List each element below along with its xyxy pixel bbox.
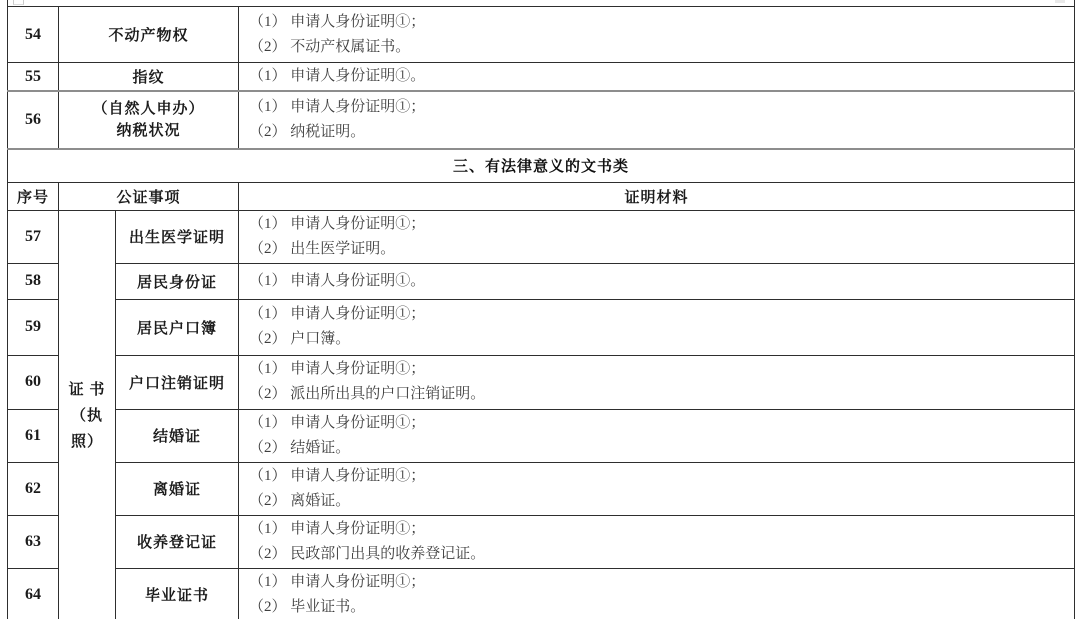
row-62-number: 62	[8, 462, 59, 515]
materials-line: （1） 申请人身份证明①；	[249, 13, 426, 30]
materials-line: （1） 申请人身份证明①；	[249, 467, 426, 484]
materials-line: （2） 民政部门出具的收养登记证。	[249, 545, 486, 562]
row-54-item: 不动产物权	[59, 7, 239, 63]
table-row-61	[8, 409, 1075, 462]
table-row-55	[8, 63, 1075, 92]
row-58-number: 58	[8, 263, 59, 299]
column-header-row	[8, 182, 1075, 210]
row-62-item: 离婚证	[116, 462, 239, 515]
materials-line: （1） 申请人身份证明①；	[249, 306, 426, 322]
row-60-materials	[239, 355, 1075, 409]
table-row-60	[8, 355, 1075, 409]
group-label-line: 证 书	[68, 381, 106, 398]
materials-line: （1） 申请人身份证明①。	[249, 272, 426, 289]
row-56-materials	[239, 91, 1075, 149]
row-64-number: 64	[8, 568, 59, 619]
row-60-number: 60	[8, 355, 59, 409]
header-no: 序号	[8, 182, 59, 210]
row-61-item: 结婚证	[116, 409, 239, 462]
materials-line: （1） 申请人身份证明①；	[249, 520, 426, 537]
row-61-materials	[239, 409, 1075, 462]
page-artifact-right	[1055, 0, 1065, 3]
table-row-54	[8, 7, 1075, 63]
row-55-materials	[239, 63, 1075, 92]
row-63-item: 收养登记证	[116, 515, 239, 568]
materials-line: （1） 申请人身份证明①。	[249, 68, 426, 84]
row-57-materials	[239, 210, 1075, 263]
row-55-item: 指纹	[59, 63, 239, 92]
row-60-item: 户口注销证明	[116, 355, 239, 409]
materials-line: （1） 申请人身份证明①；	[249, 99, 426, 115]
row-56-item	[59, 91, 239, 149]
page-artifact-left	[13, 0, 24, 5]
materials-line: （2） 户口簿。	[249, 331, 351, 347]
materials-line: （2） 纳税证明。	[249, 124, 366, 140]
row-54-number: 54	[8, 7, 59, 63]
group-cell-certificates	[59, 210, 116, 619]
table-row-64	[8, 568, 1075, 619]
section-header-row	[8, 149, 1075, 182]
materials-line: （2） 结婚证。	[249, 439, 351, 456]
materials-line: （2） 出生医学证明。	[249, 240, 396, 257]
row-55-number: 55	[8, 63, 59, 92]
section-title: 三、有法律意义的文书类	[8, 149, 1075, 182]
materials-line: （1） 申请人身份证明①；	[249, 361, 426, 377]
materials-line: （1） 申请人身份证明①；	[249, 573, 426, 590]
row-64-item: 毕业证书	[116, 568, 239, 619]
row-64-materials	[239, 568, 1075, 619]
row-57-number: 57	[8, 210, 59, 263]
group-label-line: 照）	[70, 433, 103, 450]
header-materials: 证明材料	[239, 182, 1075, 210]
materials-line: （2） 不动产权属证书。	[249, 38, 411, 55]
row-59-item: 居民户口簿	[116, 299, 239, 355]
materials-line: （2） 毕业证书。	[249, 598, 366, 615]
item-line: 纳税状况	[116, 123, 181, 139]
header-item: 公证事项	[59, 182, 239, 210]
row-56-number: 56	[8, 91, 59, 149]
materials-line: （1） 申请人身份证明①；	[249, 414, 426, 431]
row-57-item: 出生医学证明	[116, 210, 239, 263]
row-62-materials	[239, 462, 1075, 515]
materials-line: （2） 离婚证。	[249, 492, 351, 509]
materials-line: （1） 申请人身份证明①；	[249, 215, 426, 232]
table-row-59	[8, 299, 1075, 355]
materials-line: （2） 派出所出具的户口注销证明。	[249, 386, 486, 402]
group-label-line: （执	[70, 407, 103, 424]
row-61-number: 61	[8, 409, 59, 462]
table-row-58	[8, 263, 1075, 299]
table-row-56	[8, 91, 1075, 149]
row-59-materials	[239, 299, 1075, 355]
table-row-63	[8, 515, 1075, 568]
table-row-62	[8, 462, 1075, 515]
row-59-number: 59	[8, 299, 59, 355]
row-54-materials	[239, 7, 1075, 63]
row-63-materials	[239, 515, 1075, 568]
row-58-item: 居民身份证	[116, 263, 239, 299]
row-63-number: 63	[8, 515, 59, 568]
row-58-materials	[239, 263, 1075, 299]
notarization-materials-table	[7, 6, 1075, 619]
item-line: （自然人申办）	[92, 101, 205, 117]
table-row-57	[8, 210, 1075, 263]
